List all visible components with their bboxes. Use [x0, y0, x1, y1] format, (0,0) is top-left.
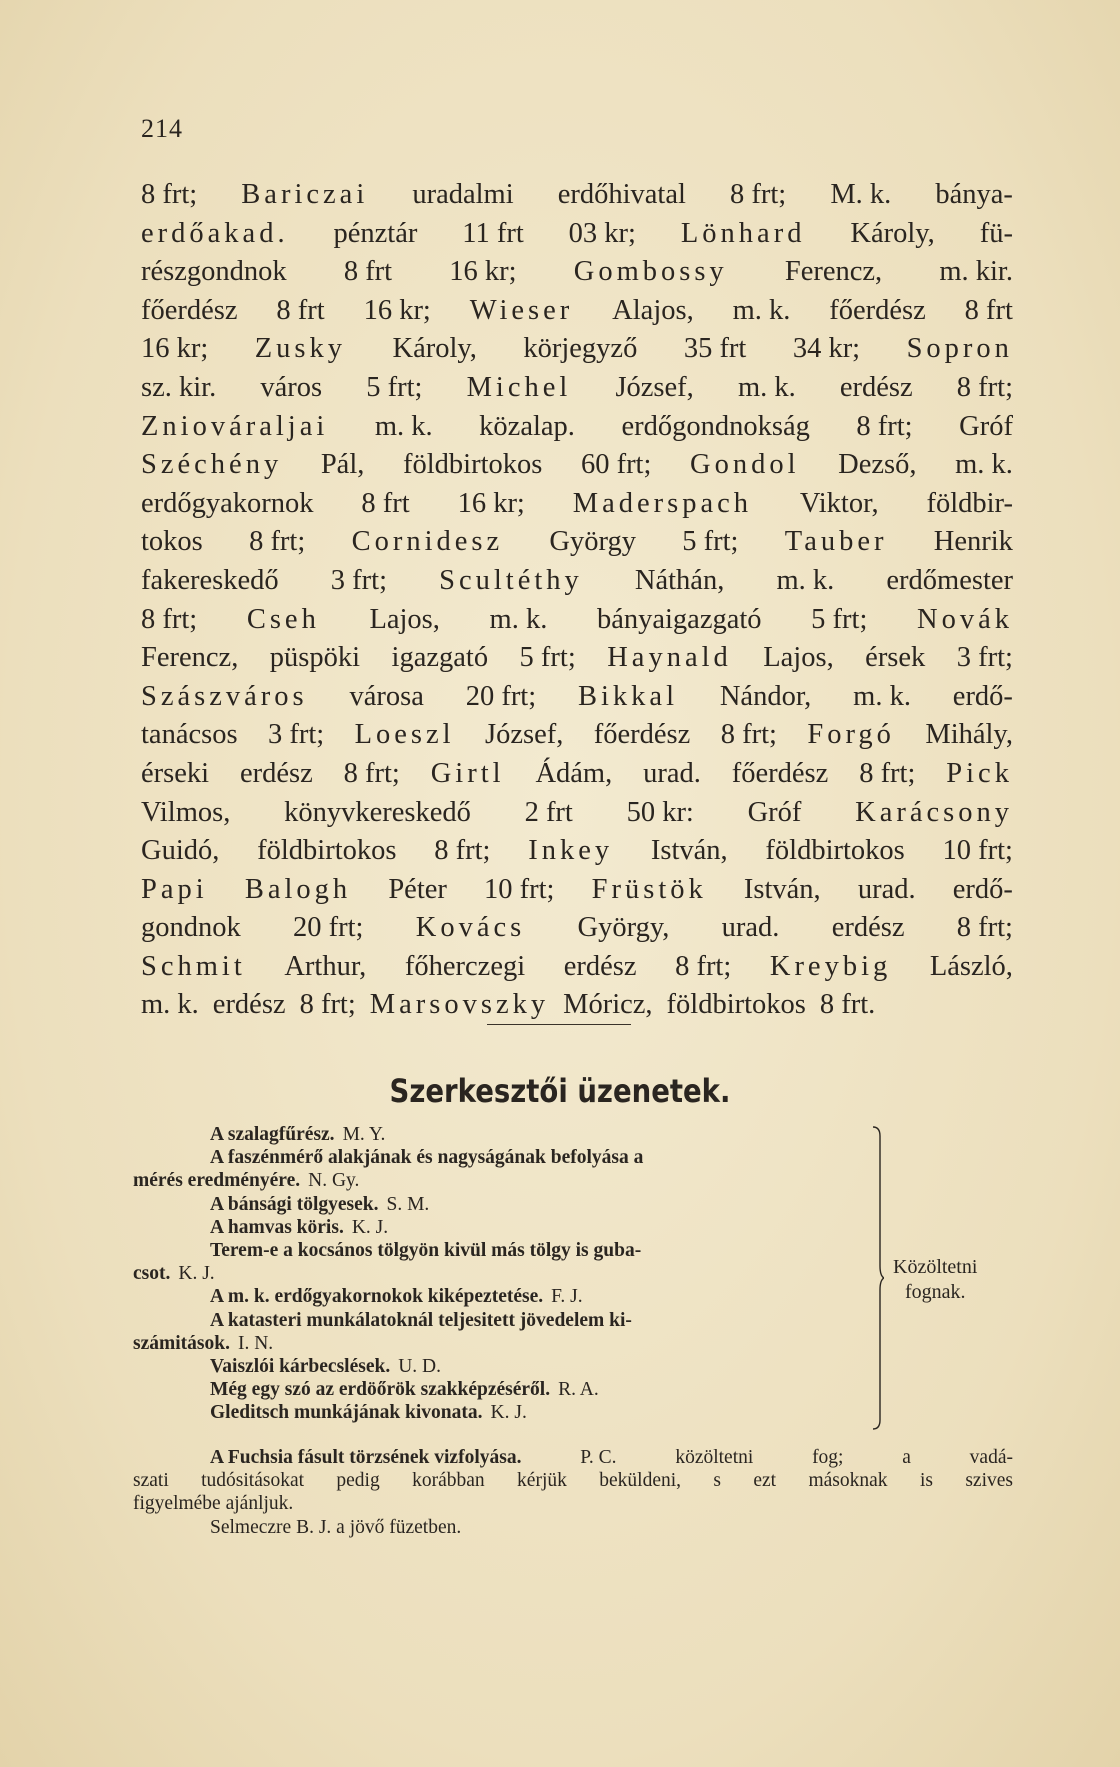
note-item — [133, 1332, 853, 1355]
note-author: M. Y. — [342, 1124, 386, 1145]
word: Viktor, — [799, 487, 879, 519]
note-author: S. M. — [386, 1193, 430, 1215]
word: István, — [743, 873, 821, 905]
note-author: R. A. — [558, 1379, 599, 1401]
note-title: Vaiszlói kárbecslések. — [210, 1356, 391, 1378]
note-title: számitások. — [133, 1332, 230, 1354]
word: Zniováraljai — [141, 410, 329, 442]
page-number: 214 — [141, 114, 183, 143]
word: 16 kr; — [457, 487, 525, 519]
word: m. kir. — [939, 256, 1013, 288]
word: Maderspach — [572, 487, 753, 519]
word: főherczegi — [404, 950, 526, 982]
word: 8 frt; — [675, 950, 732, 982]
word: M. k. — [830, 179, 892, 210]
word: sz. kir. — [141, 371, 217, 403]
text-line — [141, 523, 1013, 562]
word: Girtl — [430, 757, 505, 789]
word: 35 frt — [683, 333, 747, 365]
text-line — [141, 716, 1013, 755]
note-author: I. N. — [237, 1332, 274, 1354]
word: m. k. — [374, 410, 433, 442]
word: másoknak — [808, 1470, 888, 1492]
text-line — [141, 948, 1013, 987]
word: urad. — [643, 757, 701, 789]
text-line — [141, 176, 1013, 215]
word: 16 kr; — [141, 333, 209, 365]
note-title: Még egy szó az erdöőrök szakképzéséről. — [210, 1379, 551, 1401]
word: 5 frt; — [366, 371, 423, 403]
word: földbirtokos — [403, 449, 543, 481]
word: Cornidesz — [351, 526, 504, 558]
note-item — [133, 1169, 853, 1192]
word: József, — [485, 719, 564, 751]
word: fakereskedő — [141, 564, 279, 596]
note-title: mérés eredményére. — [133, 1170, 301, 1192]
text-line — [141, 253, 1013, 292]
note-item — [133, 1262, 853, 1285]
word: Schmit — [141, 950, 246, 982]
note-author: F. J. — [551, 1286, 583, 1308]
word: Tauber — [784, 526, 888, 558]
note-item — [133, 1285, 853, 1308]
word: Wieser — [469, 294, 574, 326]
word: Zusky — [254, 333, 347, 365]
word: ezt — [753, 1470, 777, 1492]
word: 8 frt; — [141, 179, 198, 210]
note-title: A szalagfűrész. — [210, 1124, 335, 1145]
word: erdő- — [952, 873, 1013, 905]
word: földbir- — [926, 487, 1013, 519]
word: Marsovszky — [369, 989, 550, 1021]
word: Péter — [388, 873, 447, 905]
word: 8 frt; — [730, 179, 787, 210]
word: 8 frt. — [819, 989, 876, 1021]
word: 8 frt; — [343, 757, 400, 789]
word: Nándor, — [719, 680, 812, 712]
word: körjegyző — [523, 333, 638, 365]
text-line — [141, 215, 1013, 254]
text-line — [141, 871, 1013, 910]
note-item — [133, 1216, 853, 1239]
word: László, — [929, 950, 1013, 982]
word: részgondnok — [141, 256, 287, 288]
side-note — [893, 1255, 977, 1305]
word: vadá- — [969, 1447, 1013, 1468]
word: erdész — [563, 950, 637, 982]
word: Mihály, — [925, 719, 1013, 751]
word: földbirtokos — [257, 835, 397, 867]
note-item — [133, 1146, 853, 1169]
word: Gróf — [747, 796, 802, 828]
word: s — [713, 1470, 721, 1492]
word: Náthán, — [634, 564, 725, 596]
note-author: K. J. — [351, 1216, 389, 1238]
word: Ádám, — [535, 757, 613, 789]
word: közalap. — [479, 410, 575, 442]
word: gondnok — [141, 912, 241, 944]
word: Vilmos, — [141, 796, 231, 828]
word: 10 frt; — [484, 873, 555, 905]
word: István, — [650, 835, 728, 867]
note-item — [133, 1123, 853, 1146]
word: Ferencz, — [141, 642, 239, 674]
word: József, — [615, 371, 694, 403]
word: 11 frt — [462, 217, 524, 249]
word: közöltetni — [675, 1447, 754, 1468]
word: 8 frt; — [249, 526, 306, 558]
word: beküldeni, — [599, 1470, 682, 1492]
note-title: A m. k. erdőgyakornokok kiképeztetése. — [210, 1286, 544, 1308]
word: urad. — [721, 912, 780, 944]
word: 3 frt; — [956, 642, 1013, 674]
side-note-line: Közöltetni — [893, 1256, 978, 1278]
word: korábban — [412, 1470, 485, 1492]
word: Sopron — [906, 333, 1013, 365]
notes-footer — [133, 1446, 1013, 1539]
note-title: Gleditsch munkájának kivonata. — [210, 1402, 483, 1424]
word: 8 frt; — [856, 410, 913, 442]
word: érseki — [141, 757, 210, 789]
note-author: K. J. — [490, 1402, 527, 1424]
body-text — [141, 176, 1013, 1025]
word: erdőgondnokság — [621, 410, 810, 442]
word: tanácsos — [141, 719, 238, 751]
word: pénztár — [333, 217, 418, 249]
word: 10 frt; — [942, 835, 1013, 867]
word: főerdész — [829, 294, 926, 326]
word: Dezső, — [838, 449, 917, 481]
note-title: A Fuchsia fásult törzsének vizfolyása. — [210, 1447, 522, 1468]
word: Pick — [946, 757, 1013, 789]
word: érsek — [865, 642, 926, 674]
note-item — [133, 1378, 853, 1401]
word: Bikkal — [578, 680, 678, 712]
notes-list — [133, 1123, 853, 1425]
word: 3 frt; — [267, 719, 325, 751]
word: tudósitásokat — [201, 1470, 305, 1492]
word: Kreybig — [769, 950, 892, 982]
word: 8 frt; — [299, 989, 356, 1021]
text-line — [141, 446, 1013, 485]
word: Haynald — [607, 642, 732, 674]
divider — [487, 1024, 631, 1025]
word: 8 frt; — [434, 835, 491, 867]
word: bánya- — [935, 179, 1013, 210]
word: 8 frt — [276, 294, 325, 326]
word: tokos — [141, 526, 203, 558]
word: Karácsony — [855, 796, 1013, 828]
footer-line — [133, 1516, 1013, 1539]
word: Balogh — [244, 873, 352, 905]
word: Károly, — [392, 333, 477, 365]
word: Lajos, — [369, 603, 440, 635]
word: püspöki — [269, 642, 361, 674]
word: erdőmester — [886, 564, 1013, 596]
word: 5 frt; — [519, 642, 576, 674]
word: P. C. — [580, 1447, 617, 1468]
text-line — [141, 292, 1013, 331]
word: 03 kr; — [568, 217, 636, 249]
word: erdész — [831, 912, 905, 944]
word: 16 kr; — [363, 294, 431, 326]
word: fü- — [979, 217, 1013, 249]
word: m. k. — [955, 449, 1013, 481]
word: 16 kr; — [449, 256, 517, 288]
word: főerdész — [593, 719, 691, 751]
word: fog; — [812, 1447, 844, 1468]
note-item — [133, 1193, 853, 1216]
word: Pál, — [320, 449, 365, 481]
word: Novák — [917, 603, 1013, 635]
word: m. k. — [737, 371, 796, 403]
word: földbirtokos — [765, 835, 905, 867]
text-line — [141, 755, 1013, 794]
word: erdőhivatal — [557, 179, 686, 210]
text-line — [141, 408, 1013, 447]
section-heading: Szerkesztői üzenetek. — [389, 1072, 731, 1110]
note-author: N. Gy. — [308, 1170, 360, 1192]
word: Szászváros — [141, 680, 308, 712]
word: Móricz, — [563, 989, 653, 1021]
word: erdő- — [952, 680, 1013, 712]
word: Forgó — [807, 719, 895, 751]
word: m. k. — [776, 564, 835, 596]
footer-text: Selmeczre B. J. a jövő füzetben. — [210, 1516, 462, 1538]
word: György, — [577, 912, 670, 944]
word: 34 kr; — [792, 333, 861, 365]
word: Früstök — [591, 873, 707, 905]
footer-line — [133, 1492, 1013, 1515]
note-author: K. J. — [178, 1263, 215, 1285]
text-line — [141, 986, 1013, 1025]
word: erdész — [239, 757, 313, 789]
note-item — [133, 1309, 853, 1332]
word: szati — [133, 1470, 169, 1492]
side-note-line: fognak. — [904, 1281, 966, 1303]
word: Gondol — [690, 449, 800, 481]
word: Michel — [466, 371, 572, 403]
word: Ferencz, — [784, 256, 883, 288]
word: is — [919, 1470, 933, 1492]
word: Gróf — [959, 410, 1013, 442]
text-line — [141, 639, 1013, 678]
word: 50 kr: — [626, 796, 694, 828]
word: erdőgyakornok — [141, 487, 314, 519]
word: Széchény — [141, 449, 283, 481]
word: Alajos, — [612, 294, 694, 326]
word: Papi — [141, 873, 208, 905]
word: 8 frt — [964, 294, 1013, 326]
word: 8 frt — [361, 487, 410, 519]
text-line — [141, 562, 1013, 601]
word: pedig — [336, 1470, 380, 1492]
word: 20 frt; — [293, 912, 364, 944]
word: igazgató — [391, 642, 489, 674]
word: kérjük — [517, 1470, 567, 1492]
footer-line — [133, 1469, 1013, 1492]
word: m. k. — [141, 989, 199, 1021]
word: 8 frt; — [956, 912, 1013, 944]
word: m. k. — [489, 603, 548, 635]
text-line — [141, 369, 1013, 408]
text-line — [141, 678, 1013, 717]
word: városa — [349, 680, 424, 712]
word: 2 frt — [524, 796, 573, 828]
word: város — [260, 371, 323, 403]
text-line — [141, 794, 1013, 833]
word: Gombossy — [573, 256, 728, 288]
word: 8 frt; — [956, 371, 1013, 403]
note-title: A hamvas köris. — [210, 1216, 344, 1238]
word: 8 frt — [343, 256, 393, 288]
word: Lönhard — [680, 217, 806, 249]
note-title: A bánsági tölgyesek. — [210, 1193, 379, 1215]
note-author: U. D. — [398, 1356, 441, 1378]
note-title: A faszénmérő alakjának és nagyságának befolyása a — [210, 1147, 644, 1169]
word: 60 frt; — [580, 449, 652, 481]
note-title: csot. — [133, 1263, 171, 1285]
note-title: A katasteri munkálatoknál teljesitett jövedelem ki- — [210, 1309, 632, 1331]
word: a — [902, 1447, 911, 1468]
word: Cseh — [246, 603, 320, 635]
word: 8 frt; — [720, 719, 777, 751]
word: 8 frt; — [859, 757, 916, 789]
text-line — [141, 601, 1013, 640]
word: Scultéthy — [439, 564, 583, 596]
word: erdőakad. — [141, 217, 289, 249]
word: Guidó, — [141, 835, 220, 867]
word: Bariczai — [241, 179, 369, 210]
note-title: Terem-e a kocsános tölgyön kivül más tölgy is guba- — [210, 1240, 642, 1262]
word: m. k. — [853, 680, 911, 712]
word: Inkey — [528, 835, 614, 867]
word: 5 frt; — [682, 526, 739, 558]
word: erdész — [839, 371, 913, 403]
text-line — [141, 909, 1013, 948]
text-line — [141, 330, 1013, 369]
note-item — [133, 1355, 853, 1378]
word: Károly, — [850, 217, 935, 249]
word: m. k. — [732, 294, 791, 326]
right-brace-icon — [872, 1126, 884, 1430]
text-line — [141, 832, 1013, 871]
footer-text: figyelmébe ajánljuk. — [133, 1493, 294, 1515]
word: 5 frt; — [811, 603, 868, 635]
word: könyvkereskedő — [284, 796, 471, 828]
word: uradalmi — [412, 179, 514, 210]
word: Lajos, — [763, 642, 834, 674]
word: 8 frt; — [141, 603, 198, 635]
word: Loeszl — [354, 719, 455, 751]
word: Henrik — [933, 526, 1013, 558]
word: bányaigazgató — [596, 603, 762, 635]
word: Kovács — [415, 912, 526, 944]
word: földbirtokos — [666, 989, 806, 1021]
word: urad. — [857, 873, 916, 905]
note-item — [133, 1239, 853, 1262]
word: főerdész — [731, 757, 829, 789]
word: Arthur, — [284, 950, 367, 982]
word: főerdész — [141, 294, 238, 326]
word: szives — [965, 1470, 1013, 1492]
text-line — [141, 485, 1013, 524]
word: György — [549, 526, 636, 558]
note-item — [133, 1401, 853, 1424]
word: 3 frt; — [330, 564, 387, 596]
footer-line — [133, 1446, 1013, 1469]
word: erdész — [212, 989, 286, 1021]
word: 20 frt; — [465, 680, 537, 712]
